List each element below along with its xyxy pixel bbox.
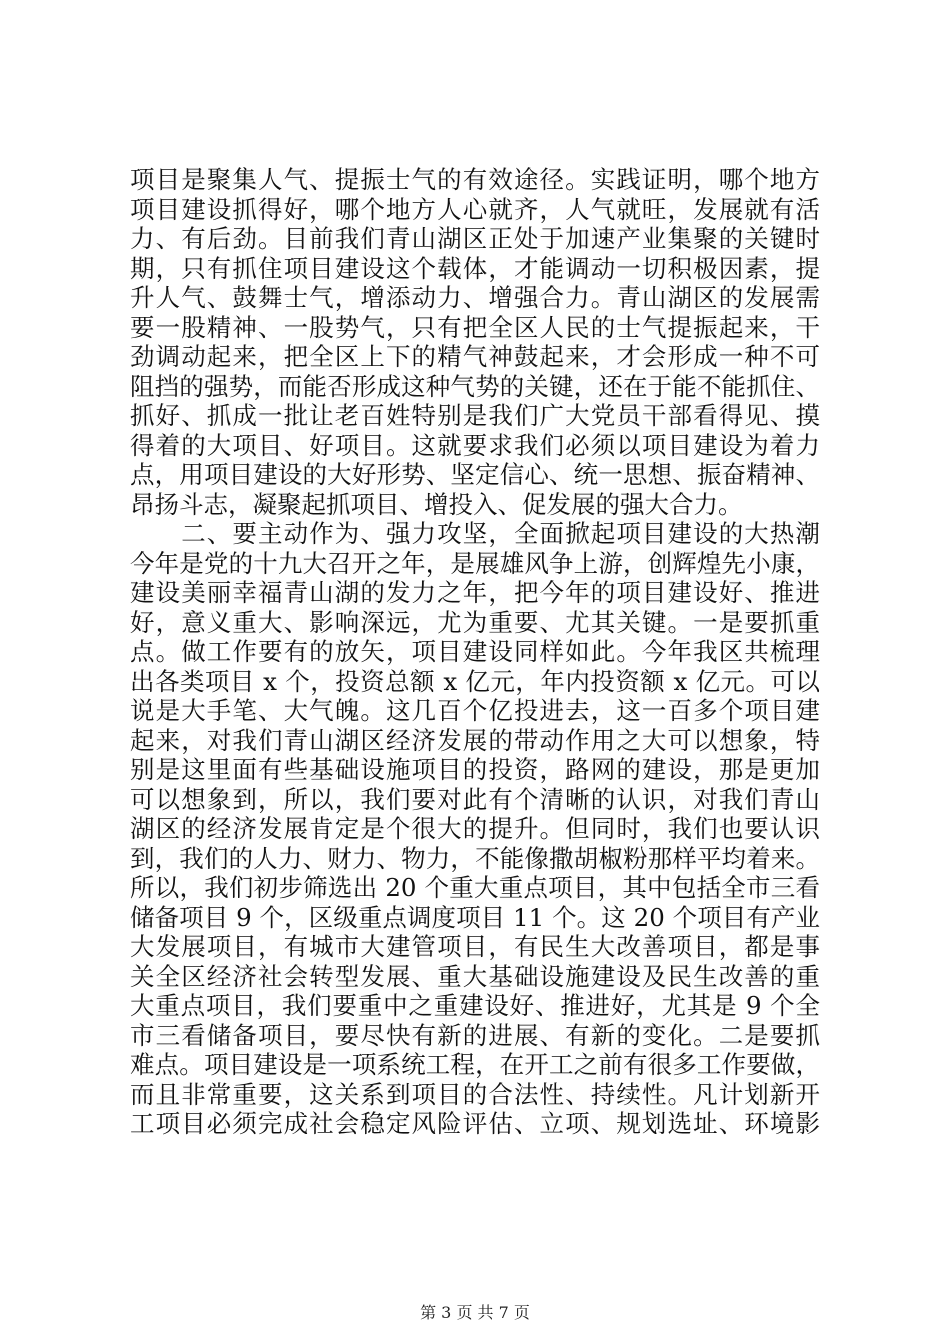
- text-line: 点。做工作要有的放矢，项目建设同样如此。今年我区共梳理: [130, 637, 820, 666]
- text-line: 而且非常重要，这关系到项目的合法性、持续性。凡计划新开: [130, 1079, 820, 1109]
- text-line: 要一股精神、一股势气，只有把全区人民的士气提振起来，干: [130, 312, 820, 342]
- text-line: 说是大手笔、大气魄。这几百个亿投进去，这一百多个项目建: [130, 696, 820, 725]
- text-line: 劲调动起来，把全区上下的精气神鼓起来，才会形成一种不可: [130, 342, 820, 371]
- text-line: 大重点项目，我们要重中之重建设好、推进好，尤其是 9 个全: [130, 991, 820, 1020]
- text-line: 力、有后劲。目前我们青山湖区正处于加速产业集聚的关键时: [130, 224, 820, 253]
- text-line: 今年是党的十九大召开之年，是展雄风争上游，创辉煌先小康，: [130, 548, 820, 578]
- text-line: 二、要主动作为、强力攻坚，全面掀起项目建设的大热潮: [130, 519, 820, 548]
- text-line: 大发展项目，有城市大建管项目，有民生大改善项目，都是事: [130, 932, 820, 961]
- text-line: 阻挡的强势，而能否形成这种气势的关键，还在于能不能抓住、: [130, 371, 820, 401]
- text-line: 升人气、鼓舞士气，增添动力、增强合力。青山湖区的发展需: [130, 283, 820, 312]
- text-line: 出各类项目 x 个，投资总额 x 亿元，年内投资额 x 亿元。可以: [130, 666, 820, 696]
- text-line: 到，我们的人力、财力、物力，不能像撒胡椒粉那样平均着来。: [130, 843, 820, 873]
- text-line: 起来，对我们青山湖区经济发展的带动作用之大可以想象，特: [130, 725, 820, 755]
- body-text: [130, 165, 820, 1139]
- text-line: 湖区的经济发展肯定是个很大的提升。但同时，我们也要认识: [130, 814, 820, 843]
- text-line: 关全区经济社会转型发展、重大基础设施建设及民生改善的重: [130, 961, 820, 991]
- text-line: 市三看储备项目，要尽快有新的进展、有新的变化。二是要抓: [130, 1020, 820, 1050]
- text-line: 期，只有抓住项目建设这个载体，才能调动一切积极因素，提: [130, 253, 820, 283]
- text-line: 项目是聚集人气、提振士气的有效途径。实践证明，哪个地方: [130, 165, 820, 194]
- text-line: 点，用项目建设的大好形势、坚定信心、统一思想、振奋精神、: [130, 460, 820, 489]
- text-line: 抓好、抓成一批让老百姓特别是我们广大党员干部看得见、摸: [130, 401, 820, 430]
- text-line: 可以想象到，所以，我们要对此有个清晰的认识，对我们青山: [130, 784, 820, 814]
- text-line: 所以，我们初步筛选出 20 个重大重点项目，其中包括全市三看: [130, 873, 820, 902]
- text-line: 建设美丽幸福青山湖的发力之年，把今年的项目建设好、推进: [130, 578, 820, 607]
- text-line: 难点。项目建设是一项系统工程，在开工之前有很多工作要做，: [130, 1050, 820, 1079]
- text-line: 好，意义重大、影响深远，尤为重要、尤其关键。一是要抓重: [130, 607, 820, 637]
- text-line: 别是这里面有些基础设施项目的投资，路网的建设，那是更加: [130, 755, 820, 784]
- text-line: 储备项目 9 个，区级重点调度项目 11 个。这 20 个项目有产业: [130, 902, 820, 932]
- text-line: 工项目必须完成社会稳定风险评估、立项、规划选址、环境影: [130, 1109, 820, 1138]
- page-footer: 第 3 页 共 7 页: [420, 1303, 530, 1322]
- text-line: 得着的大项目、好项目。这就要求我们必须以项目建设为着力: [130, 430, 820, 460]
- text-line: 项目建设抓得好，哪个地方人心就齐，人气就旺，发展就有活: [130, 194, 820, 224]
- text-line: 昂扬斗志，凝聚起抓项目、增投入、促发展的强大合力。: [130, 489, 743, 519]
